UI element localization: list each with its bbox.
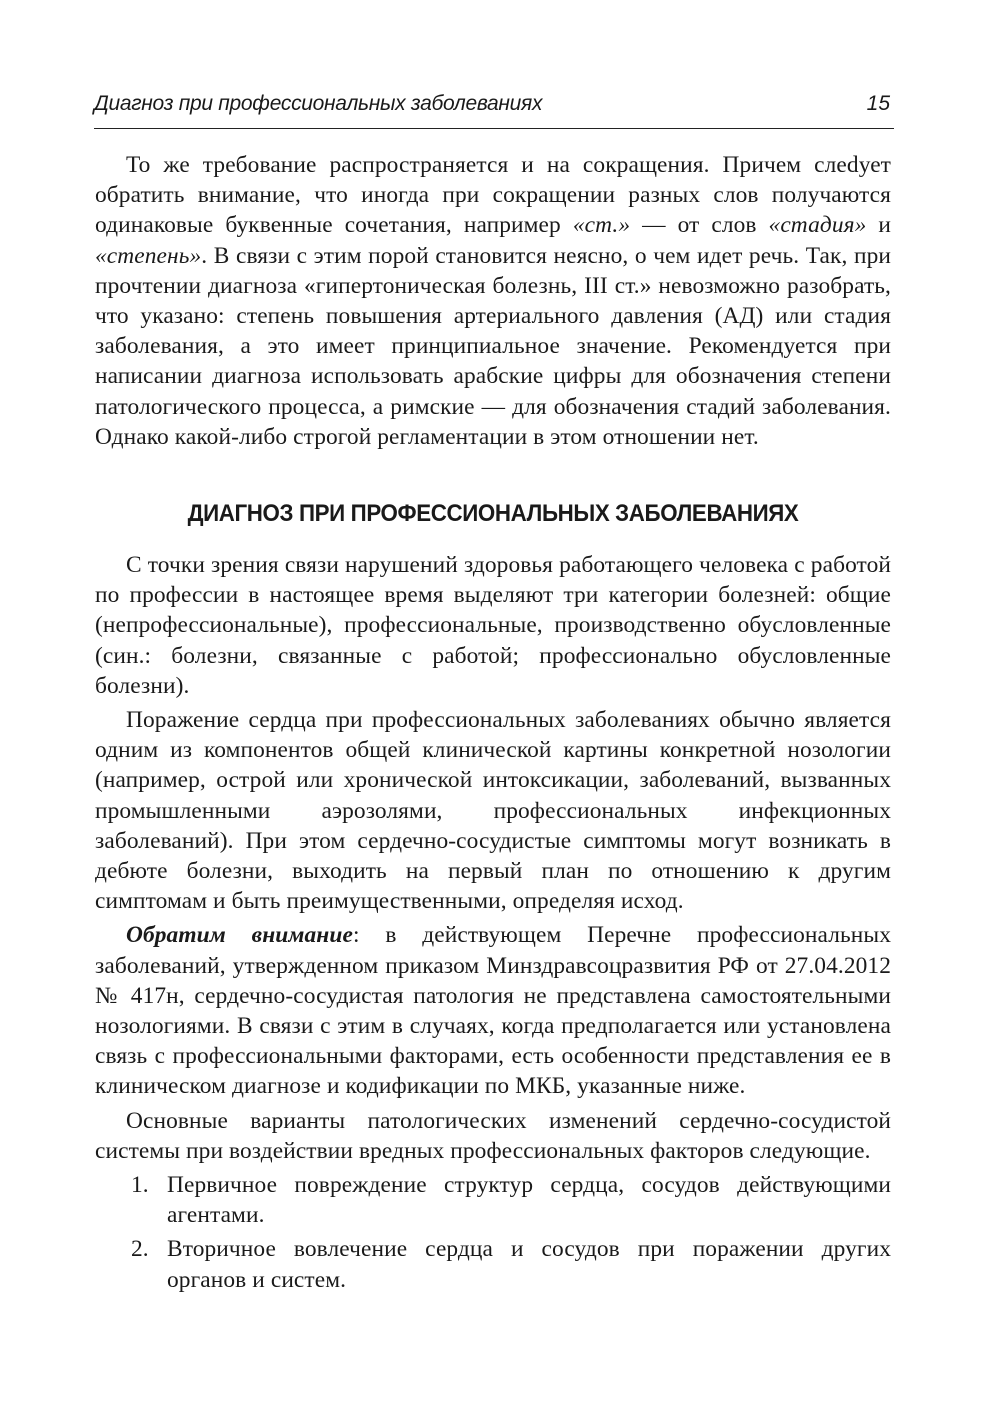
paragraph-heart-lesion: Поражение сердца при профессиональных заболеваниях обычно является одним из компонентов общей клинической картины конкретной нозологии (например, острой или хронической интоксикации, заболеваний, вызванных промышленными аэрозолями, профессиональных инфекционных заболеваний). При этом сердечно-сосудистые симптомы могут возникать в дебюте болезни, выходить на первый план по отношению к другим симптомам и быть преимущественными, определяя исход. — [95, 707, 891, 915]
list-item — [131, 1170, 891, 1230]
abbreviation-example: «ст.» — [572, 212, 631, 239]
word-example-degree: «степень» — [95, 242, 202, 269]
page-number: 15 — [866, 92, 890, 115]
paragraph-attention — [95, 920, 891, 1101]
running-header — [94, 88, 894, 129]
section-heading: ДИАГНОЗ ПРИ ПРОФЕССИОНАЛЬНЫХ ЗАБОЛЕВАНИЯХ — [187, 500, 799, 527]
paragraph-text: и — [866, 212, 891, 239]
attention-lead: Обратим внимание — [126, 922, 353, 949]
variants-list — [95, 1170, 891, 1295]
paragraph-abbreviations — [95, 150, 891, 452]
paragraph-text: То же требование распространяется и на сокращения. Причем слеdует обратить внимание, что иногда при сокращении разных слов получаются одинаковые буквенные сочетания, например — [95, 152, 891, 239]
paragraph-text: — от слов — [630, 212, 769, 239]
list-item-number: 1. — [131, 1172, 149, 1199]
paragraph-variants: Основные варианты патологических изменений сердечно-сосудистой системы при воздействии вредных профессиональных факторов следующие. — [95, 1107, 891, 1164]
section-text-block — [95, 550, 891, 1299]
word-example-stage: «стадия» — [768, 212, 867, 239]
running-title: Диагноз при профессиональных заболеваниях — [94, 92, 543, 115]
paragraph-text: . В связи с этим порой становится неясно, о чем идет речь. Так, при прочтении диагноза «гипертоническая болезнь, III ст.» невозможно разобрать, что указано: степень повышения артериального давления (АД) или стадия заболевания, а это имеет принципиальное значение. Рекомендуется при написании диагноза использовать арабские цифры для обозначения степени патологического процесса, а римские — для обозначения стадий заболевания. Однако какой-либо строгой регламентации в этом отношении нет. — [95, 242, 891, 450]
paragraph-text: : в действующем Перечне профессиональных заболеваний, утвержденном приказом Минздравсоцразвития РФ от 27.04.2012 № 417н, сердечно-сосудистая патология не представлена самостоятельными нозологиями. В связи с этим в случаях, когда предполагается или установлена связь с профессиональными факторами, есть особенности представления ее в клиническом диагнозе и кодификации по МКБ, указанные ниже. — [95, 922, 891, 1100]
list-item-text: Вторичное вовлечение сердца и сосудов при поражении других органов и систем. — [167, 1236, 891, 1293]
paragraph-categories: С точки зрения связи нарушений здоровья работающего человека с работой по профессии в настоящее время выделяют три категории болезней: общие (непрофессиональные), профессиональные, производственно обусловленные (син.: болезни, связанные с работой; профессионально обусловленные болезни). — [95, 552, 891, 699]
list-item-text: Первичное повреждение структур сердца, сосудов действующими агентами. — [167, 1172, 891, 1229]
intro-text-block — [95, 150, 891, 456]
list-item — [131, 1234, 891, 1294]
list-item-number: 2. — [131, 1236, 149, 1263]
